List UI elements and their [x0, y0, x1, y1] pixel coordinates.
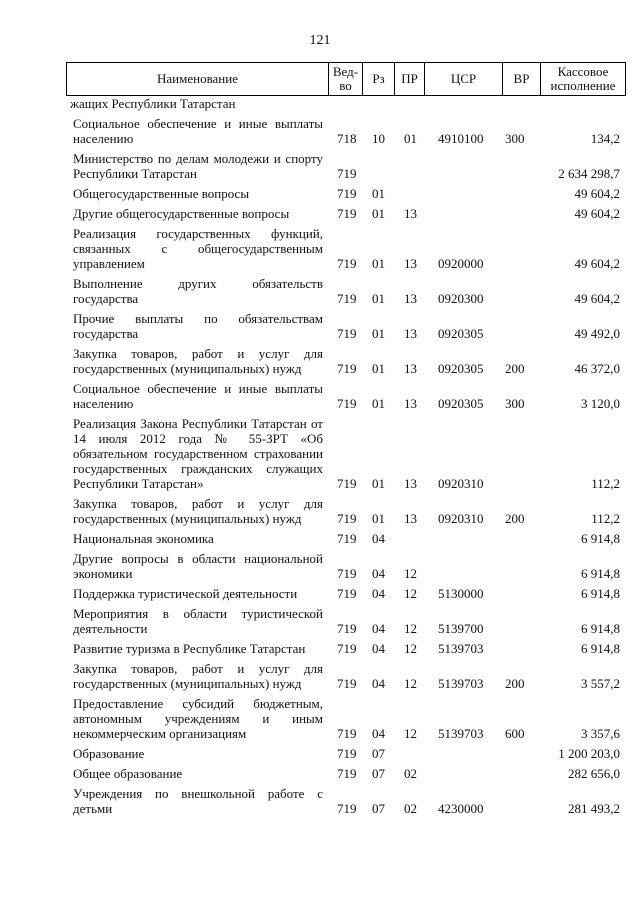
- table-row: [0, 761, 640, 781]
- row-ved: 719: [337, 676, 357, 691]
- row-pr: 13: [404, 326, 417, 341]
- row-pr: 12: [404, 566, 417, 581]
- row-ved: 719: [337, 326, 357, 341]
- row-name: Общегосударственные вопросы: [73, 186, 250, 201]
- row-vr: 300: [505, 131, 525, 146]
- header-ved-line1: Вед-: [332, 64, 359, 79]
- table-row: [0, 691, 640, 741]
- row-kas: 49 492,0: [574, 326, 620, 341]
- table-row: [0, 491, 640, 526]
- row-csr: 5139703: [438, 726, 484, 741]
- row-name: Закупка товаров, работ и услуг для государственных (муниципальных) нужд: [73, 496, 323, 526]
- row-rz: 07: [372, 746, 385, 761]
- row-name: Социальное обеспечение и иные выплаты населению: [73, 381, 323, 411]
- row-name: Социальное обеспечение и иные выплаты населению: [73, 116, 323, 146]
- row-rz: 07: [372, 766, 385, 781]
- row-ved: 719: [337, 641, 357, 656]
- row-name: Другие вопросы в области национальной экономики: [73, 551, 323, 581]
- row-name: Образование: [73, 746, 145, 761]
- row-rz: 04: [372, 676, 385, 691]
- row-ved: 719: [337, 621, 357, 636]
- row-rz: 04: [372, 641, 385, 656]
- row-csr: 4910100: [438, 131, 484, 146]
- row-rz: 01: [372, 291, 385, 306]
- row-kas: 6 914,8: [581, 621, 620, 636]
- row-csr: 0920305: [438, 326, 484, 341]
- row-kas: 282 656,0: [568, 766, 620, 781]
- table-row: [0, 526, 640, 546]
- row-ved: 718: [337, 131, 357, 146]
- row-kas: 134,2: [590, 131, 620, 146]
- row-rz: 01: [372, 511, 385, 526]
- header-ved: [329, 63, 363, 95]
- row-csr: 0920310: [438, 476, 484, 491]
- row-name: Мероприятия в области туристической деятельности: [73, 606, 323, 636]
- table-row: [0, 181, 640, 201]
- header-rz: Рз: [363, 63, 395, 95]
- row-pr: 01: [404, 131, 417, 146]
- row-pr: 12: [404, 586, 417, 601]
- header-pr: ПР: [395, 63, 425, 95]
- row-ved: 719: [337, 586, 357, 601]
- row-name: Предоставление субсидий бюджетным, автономным учреждениям и иным некоммерческим организациям: [73, 696, 323, 741]
- row-ved: 719: [337, 396, 357, 411]
- row-name: Поддержка туристической деятельности: [73, 586, 298, 601]
- row-kas: 112,2: [591, 476, 620, 491]
- table-row: [0, 601, 640, 636]
- row-pr: 13: [404, 291, 417, 306]
- header-kas-line1: Кассовое: [557, 64, 609, 79]
- row-name: Общее образование: [73, 766, 183, 781]
- row-name: Министерство по делам молодежи и спорту Республики Татарстан: [73, 151, 323, 181]
- row-ved: 719: [337, 361, 357, 376]
- table-row: [0, 376, 640, 411]
- row-ved: 719: [337, 186, 357, 201]
- row-kas: 6 914,8: [581, 566, 620, 581]
- row-kas: 49 604,2: [574, 256, 620, 271]
- table-row: [0, 341, 640, 376]
- row-rz: 04: [372, 621, 385, 636]
- row-pr: 13: [404, 256, 417, 271]
- row-csr: 0920310: [438, 511, 484, 526]
- row-vr: 300: [505, 396, 525, 411]
- row-name: Реализация государственных функций, связанных с общегосударственным управлением: [73, 226, 323, 271]
- row-vr: 200: [505, 361, 525, 376]
- row-ved: 719: [337, 726, 357, 741]
- row-rz: 10: [372, 131, 385, 146]
- table-row: [0, 546, 640, 581]
- row-rz: 07: [372, 801, 385, 816]
- row-rz: 01: [372, 476, 385, 491]
- row-name: Развитие туризма в Республике Татарстан: [73, 641, 306, 656]
- row-ved: 719: [337, 566, 357, 581]
- row-pr: 12: [404, 621, 417, 636]
- row-ved: 719: [337, 166, 357, 181]
- row-kas: 49 604,2: [574, 186, 620, 201]
- page-number: 121: [309, 33, 331, 48]
- row-kas: 1 200 203,0: [558, 746, 620, 761]
- row-csr: 4230000: [438, 801, 484, 816]
- table-row: [0, 111, 640, 146]
- row-ved: 719: [337, 291, 357, 306]
- row-ved: 719: [337, 766, 357, 781]
- row-kas: 112,2: [591, 511, 620, 526]
- row-rz: 04: [372, 531, 385, 546]
- row-vr: 200: [505, 511, 525, 526]
- row-pr: 13: [404, 361, 417, 376]
- row-csr: 5139703: [438, 641, 484, 656]
- table-row: [0, 656, 640, 691]
- table-row: [0, 96, 640, 111]
- row-csr: 0920000: [438, 256, 484, 271]
- row-name: Прочие выплаты по обязательствам государства: [73, 311, 323, 341]
- row-pr: 12: [404, 726, 417, 741]
- row-name: Закупка товаров, работ и услуг для государственных (муниципальных) нужд: [73, 661, 323, 691]
- row-ved: 719: [337, 206, 357, 221]
- row-kas: 49 604,2: [574, 291, 620, 306]
- row-pr: 13: [404, 396, 417, 411]
- row-rz: 01: [372, 326, 385, 341]
- header-csr: ЦСР: [425, 63, 503, 95]
- table-row: [0, 146, 640, 181]
- row-name: Национальная экономика: [73, 531, 214, 546]
- table-row: [0, 411, 640, 491]
- row-csr: 0920300: [438, 291, 484, 306]
- row-name: Учреждения по внешкольной работе с детьми: [73, 786, 323, 816]
- row-rz: 01: [372, 361, 385, 376]
- row-kas: 6 914,8: [581, 586, 620, 601]
- header-vr: ВР: [503, 63, 541, 95]
- row-pr: 13: [404, 511, 417, 526]
- row-pr: 02: [404, 801, 417, 816]
- header-ved-line2: во: [339, 78, 352, 93]
- row-name: Закупка товаров, работ и услуг для государственных (муниципальных) нужд: [73, 346, 323, 376]
- row-vr: 600: [505, 726, 525, 741]
- row-ved: 719: [337, 746, 357, 761]
- row-rz: 04: [372, 566, 385, 581]
- row-csr: 5139700: [438, 621, 484, 636]
- row-kas: 6 914,8: [581, 531, 620, 546]
- table-row: [0, 636, 640, 656]
- row-ved: 719: [337, 256, 357, 271]
- row-name: жащих Республики Татарстан: [70, 96, 236, 111]
- row-kas: 2 634 298,7: [558, 166, 620, 181]
- row-pr: 12: [404, 676, 417, 691]
- row-csr: 5130000: [438, 586, 484, 601]
- row-csr: 5139703: [438, 676, 484, 691]
- row-csr: 0920305: [438, 396, 484, 411]
- row-kas: 6 914,8: [581, 641, 620, 656]
- row-kas: 3 557,2: [581, 676, 620, 691]
- table-row: [0, 306, 640, 341]
- table-row: [0, 781, 640, 816]
- row-ved: 719: [337, 531, 357, 546]
- header-kas-line2: исполнение: [550, 78, 616, 93]
- header-kassovoe: [541, 63, 625, 95]
- row-rz: 01: [372, 206, 385, 221]
- table-row: [0, 221, 640, 271]
- row-name: Выполнение других обязательств государства: [73, 276, 323, 306]
- row-kas: 3 120,0: [581, 396, 620, 411]
- row-rz: 01: [372, 256, 385, 271]
- row-kas: 46 372,0: [574, 361, 620, 376]
- table-row: [0, 271, 640, 306]
- table-row: [0, 201, 640, 221]
- row-ved: 719: [337, 801, 357, 816]
- row-rz: 01: [372, 396, 385, 411]
- row-kas: 49 604,2: [574, 206, 620, 221]
- table-header: [66, 62, 626, 96]
- header-name: Наименование: [67, 63, 329, 95]
- row-rz: 04: [372, 726, 385, 741]
- row-rz: 01: [372, 186, 385, 201]
- row-pr: 02: [404, 766, 417, 781]
- table-body: [0, 96, 640, 816]
- row-name: Реализация Закона Республики Татарстан от 14 июля 2012 года № 55-ЗРТ «Об обязательном государственном страховании государственных гражданских служащих Республики Татарстан»: [73, 416, 323, 491]
- row-pr: 13: [404, 206, 417, 221]
- row-ved: 719: [337, 511, 357, 526]
- row-name: Другие общегосударственные вопросы: [73, 206, 290, 221]
- row-rz: 04: [372, 586, 385, 601]
- row-csr: 0920305: [438, 361, 484, 376]
- row-kas: 3 357,6: [581, 726, 620, 741]
- table-row: [0, 741, 640, 761]
- row-vr: 200: [505, 676, 525, 691]
- row-pr: 13: [404, 476, 417, 491]
- row-ved: 719: [337, 476, 357, 491]
- table-row: [0, 581, 640, 601]
- row-kas: 281 493,2: [568, 801, 620, 816]
- row-pr: 12: [404, 641, 417, 656]
